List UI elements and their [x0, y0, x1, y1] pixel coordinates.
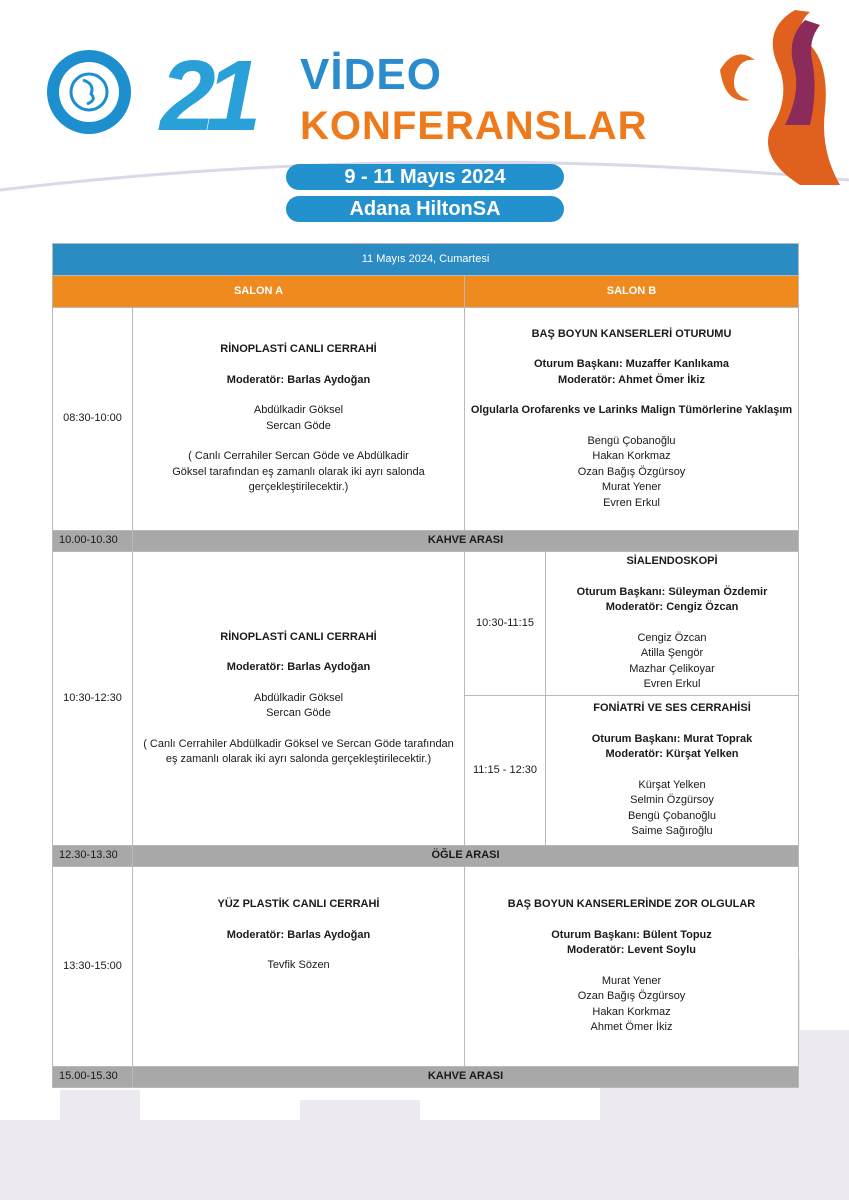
session-time: 13:30-15:00	[53, 867, 133, 1067]
speaker: Mazhar Çelikoyar	[629, 662, 715, 675]
subsession-time: 11:15 - 12:30	[465, 696, 546, 846]
session-title: SİALENDOSKOPİ	[626, 555, 718, 568]
logo-face-icon	[47, 50, 131, 134]
moderator: Moderatör: Kürşat Yelken	[605, 748, 739, 761]
session-row	[53, 308, 799, 531]
session-time: 08:30-10:00	[53, 308, 133, 531]
session-title: BAŞ BOYUN KANSERLERİNDE ZOR OLGULAR	[507, 898, 756, 911]
break-label: ÖĞLE ARASI	[133, 846, 799, 867]
session-subtitle: Olgularla Orofarenks ve Larinks Malign Tümörlerine Yaklaşım	[470, 404, 793, 417]
session-chair: Oturum Başkanı: Bülent Topuz	[551, 928, 712, 941]
speaker: Evren Erkul	[643, 678, 701, 691]
salon-b-session	[465, 867, 799, 1067]
session-title: BAŞ BOYUN KANSERLERİ OTURUMU	[531, 327, 732, 340]
speaker: Murat Yener	[601, 974, 662, 987]
salon-b-subsession	[546, 696, 799, 846]
session-title: YÜZ PLASTİK CANLI CERRAHİ	[217, 898, 380, 910]
session-chair: Oturum Başkanı: Murat Toprak	[591, 732, 753, 745]
speaker: Abdülkadir Göksel	[253, 404, 344, 417]
session-note: Göksel tarafından eş zamanlı olarak iki ayrı salonda	[172, 465, 425, 478]
speaker: Ozan Bağış Özgürsoy	[577, 990, 686, 1003]
break-time: 15.00-15.30	[53, 1067, 133, 1088]
moderator: Moderatör: Ahmet Ömer İkiz	[558, 373, 705, 386]
session-row	[53, 867, 799, 1067]
title-line-konferanslar: KONFERANSLAR	[300, 104, 648, 148]
day-header-row	[53, 244, 799, 276]
session-title: FONİATRİ VE SES CERRAHİSİ	[593, 702, 751, 715]
subsession-time: 10:30-11:15	[465, 552, 546, 696]
session-note: eş zamanlı olarak iki ayrı salonda gerçekleştirilecektir.)	[165, 753, 432, 765]
session-note: ( Canlı Cerrahiler Abdülkadir Göksel ve Sercan Göde tarafından	[143, 737, 454, 750]
speaker: Bengü Çobanoğlu	[587, 434, 676, 447]
break-row	[53, 1067, 799, 1088]
break-label: KAHVE ARASI	[133, 1067, 799, 1088]
speaker: Atilla Şengör	[640, 647, 704, 660]
day-title: 11 Mayıs 2024, Cumartesi	[53, 244, 799, 276]
salon-b-header: SALON B	[465, 276, 799, 308]
session-note: gerçekleştirilecektir.)	[248, 481, 349, 494]
moderator: Moderatör: Levent Soylu	[567, 944, 696, 957]
salon-b-session	[465, 308, 799, 531]
program-table	[52, 243, 799, 1088]
venue-banner: Adana HiltonSA	[286, 196, 564, 222]
salon-a-header: SALON A	[53, 276, 465, 308]
moderator: Moderatör: Barlas Aydoğan	[226, 373, 371, 386]
break-time: 10.00-10.30	[53, 531, 133, 552]
moderator: Moderatör: Barlas Aydoğan	[226, 928, 371, 941]
speaker: Ahmet Ömer İkiz	[590, 1021, 673, 1034]
title-line-video: VİDEO	[300, 50, 442, 99]
session-title: RİNOPLASTİ CANLI CERRAHİ	[220, 630, 377, 643]
speaker: Evren Erkul	[603, 496, 660, 509]
salon-a-session	[133, 867, 465, 1067]
moderator: Moderatör: Barlas Aydoğan	[226, 661, 371, 673]
session-chair: Oturum Başkanı: Süleyman Özdemir	[576, 585, 768, 598]
break-row	[53, 531, 799, 552]
break-label: KAHVE ARASI	[133, 531, 799, 552]
speaker: Hakan Korkmaz	[592, 1005, 671, 1018]
salon-b-subsession	[546, 552, 799, 696]
session-row	[53, 552, 799, 696]
speaker: Cengiz Özcan	[637, 631, 707, 644]
break-row	[53, 846, 799, 867]
speaker: Ozan Bağış Özgürsoy	[577, 465, 686, 478]
profile-silhouette-decoration	[700, 0, 849, 190]
speaker: Tevfik Sözen	[267, 959, 330, 971]
conference-header	[0, 0, 849, 240]
salon-header-row	[53, 276, 799, 308]
speaker: Murat Yener	[601, 481, 662, 494]
salon-a-session	[133, 552, 465, 846]
speaker: Saime Sağıroğlu	[631, 825, 713, 838]
speaker: Hakan Korkmaz	[592, 450, 671, 463]
session-chair: Oturum Başkanı: Muzaffer Kanlıkama	[534, 358, 729, 371]
break-time: 12.30-13.30	[53, 846, 133, 867]
session-time: 10:30-12:30	[53, 552, 133, 846]
speaker: Sercan Göde	[266, 707, 331, 719]
speaker: Selmin Özgürsoy	[630, 794, 714, 807]
session-title: RİNOPLASTİ CANLI CERRAHİ	[220, 343, 377, 356]
speaker: Kürşat Yelken	[638, 778, 706, 791]
session-note: ( Canlı Cerrahiler Sercan Göde ve Abdülkadir	[188, 450, 409, 463]
moderator: Moderatör: Cengiz Özcan	[605, 601, 739, 614]
speaker: Sercan Göde	[266, 419, 331, 432]
date-banner: 9 - 11 Mayıs 2024	[286, 164, 564, 190]
society-logo	[47, 50, 131, 134]
edition-number: 21	[160, 40, 252, 152]
speaker: Bengü Çobanoğlu	[627, 809, 717, 822]
salon-a-session	[133, 308, 465, 531]
speaker: Abdülkadir Göksel	[253, 691, 344, 704]
